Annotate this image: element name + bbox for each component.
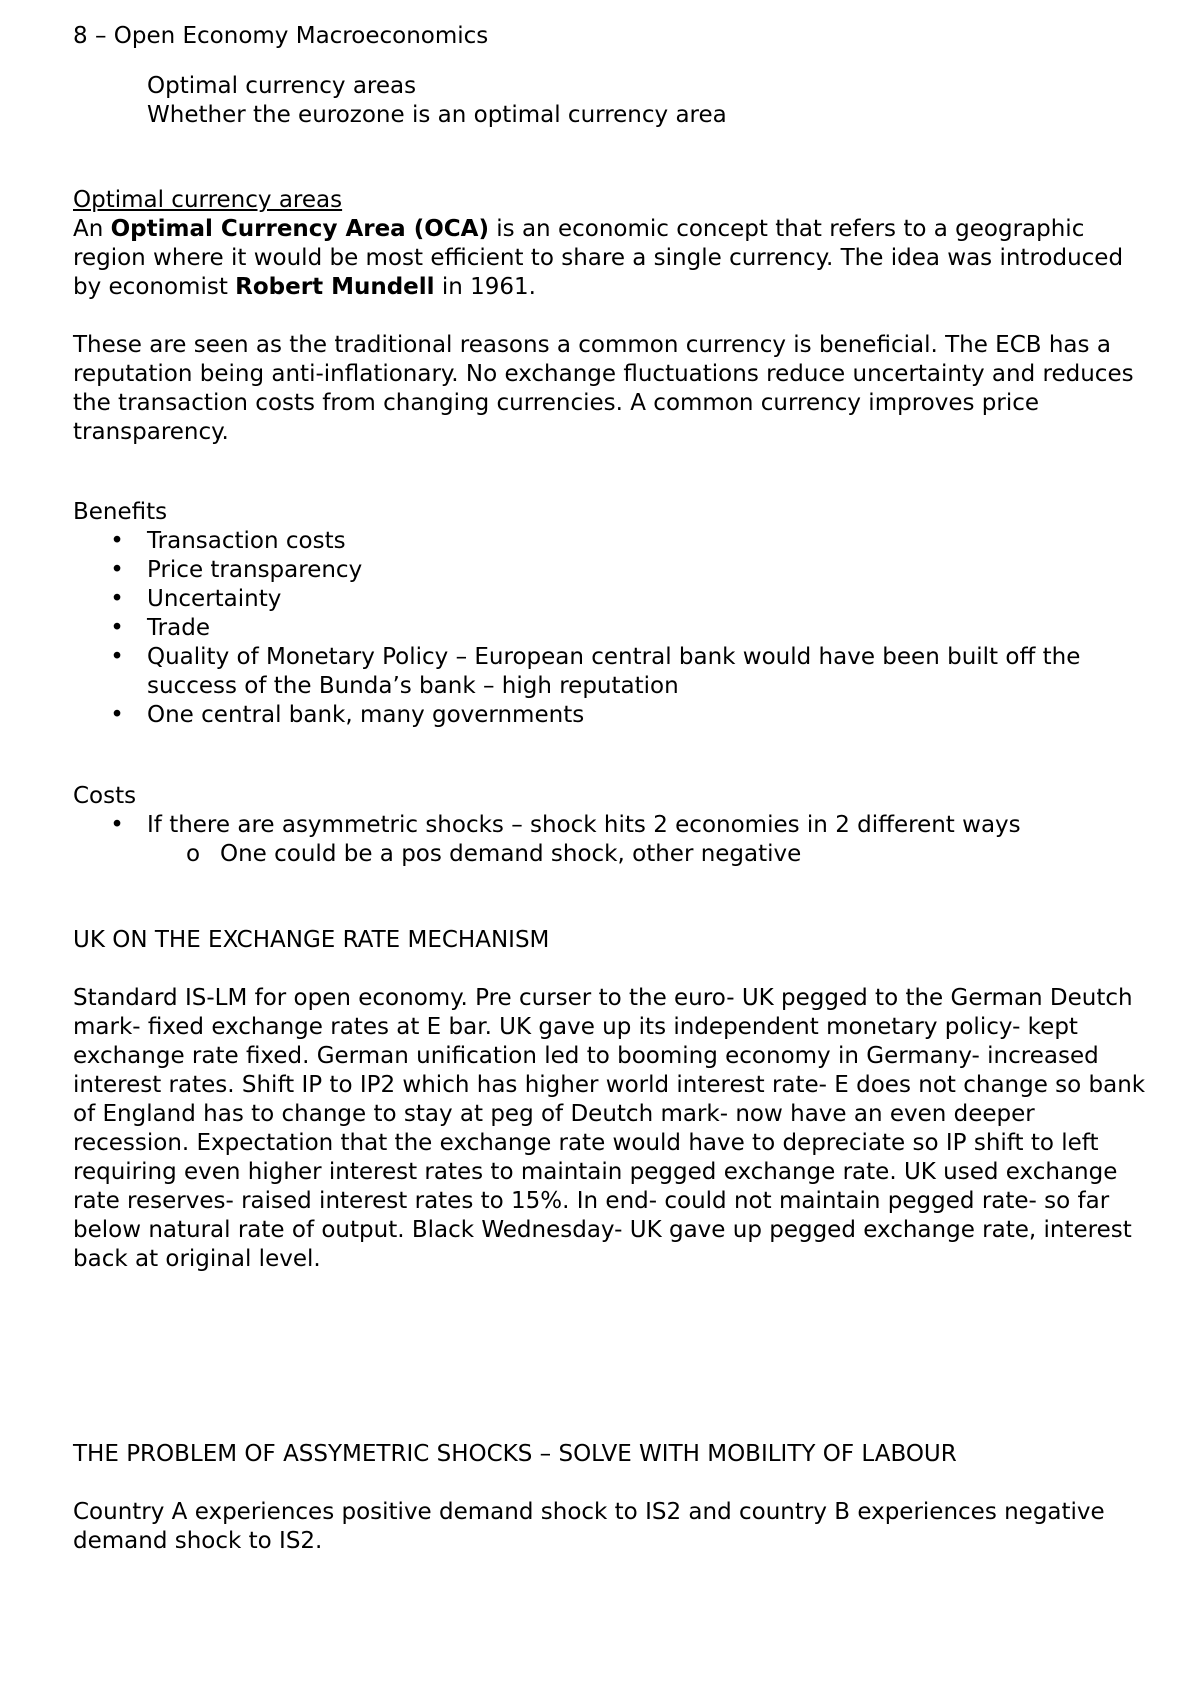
costs-heading: Costs [73, 783, 137, 809]
list-item [73, 701, 1153, 730]
document-title: 8 – Open Economy Macroeconomics [73, 23, 489, 49]
oca-text: is an economic concept that refers to a geographic region where it would be most efficient to share a single currency. The idea was introduced by economist [73, 216, 1124, 300]
oca-definition-paragraph [73, 215, 1153, 302]
spacer [73, 730, 1153, 782]
oca-heading: Optimal currency areas [73, 187, 343, 213]
spacer [73, 302, 1153, 331]
oca-section [73, 186, 1153, 447]
spacer [73, 51, 1153, 72]
spacer [73, 130, 1153, 186]
spacer [73, 1274, 1153, 1440]
bullet-icon: • [110, 586, 124, 612]
erm-heading: UK ON THE EXCHANGE RATE MECHANISM [73, 927, 550, 953]
oca-term: Optimal Currency Area (OCA) [110, 216, 489, 242]
benefits-heading: Benefits [73, 499, 168, 525]
bullet-icon: • [110, 644, 124, 670]
bullet-icon: • [110, 557, 124, 583]
benefits-section [73, 498, 1153, 730]
list-item [73, 643, 1153, 701]
spacer [73, 1469, 1153, 1498]
list-item-text: Quality of Monetary Policy – European central bank would have been built off the success of the Bunda’s bank – high reputation [147, 644, 1081, 699]
erm-paragraph: Standard IS-LM for open economy. Pre curser to the euro- UK pegged to the German Deutch mark- fixed exchange rates at E bar. UK gave up its independent monetary policy- kept exchange rate fixed. German unification led to booming economy in Germany- increased interest rates. Shift IP to IP2 which has higher world interest rate- E does not change so bank of England has to change to stay at peg of Deutch mark- now have an even deeper recession. Expectation that the exchange rate would have to depreciate so IP shift to left requiring even higher interest rates to maintain pegged exchange rate. UK used exchange rate reserves- raised interest rates to 15%. In end- could not maintain pegged rate- so far below natural rate of output. Black Wednesday- UK gave up pegged exchange rate, interest back at original level. [73, 985, 1146, 1272]
costs-section [73, 782, 1153, 869]
costs-list [73, 811, 1153, 869]
oca-text: An [73, 216, 111, 242]
oca-text: in 1961. [434, 274, 536, 300]
bullet-icon: • [110, 702, 124, 728]
spacer [73, 447, 1153, 498]
list-item-text: Price transparency [147, 557, 363, 583]
spacer [73, 869, 1153, 926]
bullet-icon: • [110, 528, 124, 554]
shocks-heading: THE PROBLEM OF ASSYMETRIC SHOCKS – SOLVE WITH MOBILITY OF LABOUR [73, 1441, 957, 1467]
list-item-text: If there are asymmetric shocks – shock hits 2 economies in 2 different ways [147, 812, 1021, 838]
circle-bullet-icon: o [185, 841, 201, 867]
contents-item: Optimal currency areas [147, 73, 417, 99]
spacer [73, 955, 1153, 984]
shocks-section [73, 1440, 1153, 1556]
list-item-text: Transaction costs [147, 528, 346, 554]
list-item-text: Trade [147, 615, 210, 641]
bullet-icon: • [110, 615, 124, 641]
list-item [73, 614, 1153, 643]
list-item-text: Uncertainty [147, 586, 282, 612]
list-item-text: One central bank, many governments [147, 702, 585, 728]
contents-item: Whether the eurozone is an optimal currency area [147, 102, 727, 128]
oca-author: Robert Mundell [235, 274, 435, 300]
contents-list [73, 72, 1153, 130]
list-item [73, 585, 1153, 614]
sub-list-item [147, 840, 1153, 869]
list-item [73, 527, 1153, 556]
sub-list-item-text: One could be a pos demand shock, other negative [220, 841, 802, 867]
bullet-icon: • [110, 812, 124, 838]
costs-sublist [147, 840, 1153, 869]
document-page [73, 22, 1153, 1556]
list-item [73, 556, 1153, 585]
shocks-paragraph: Country A experiences positive demand shock to IS2 and country B experiences negative demand shock to IS2. [73, 1499, 1105, 1554]
oca-reasons-paragraph: These are seen as the traditional reasons a common currency is beneficial. The ECB has a reputation being anti-inflationary. No exchange fluctuations reduce uncertainty and reduces the transaction costs from changing currencies. A common currency improves price transparency. [73, 332, 1134, 445]
benefits-list [73, 527, 1153, 730]
list-item [73, 811, 1153, 869]
erm-section [73, 926, 1153, 1274]
